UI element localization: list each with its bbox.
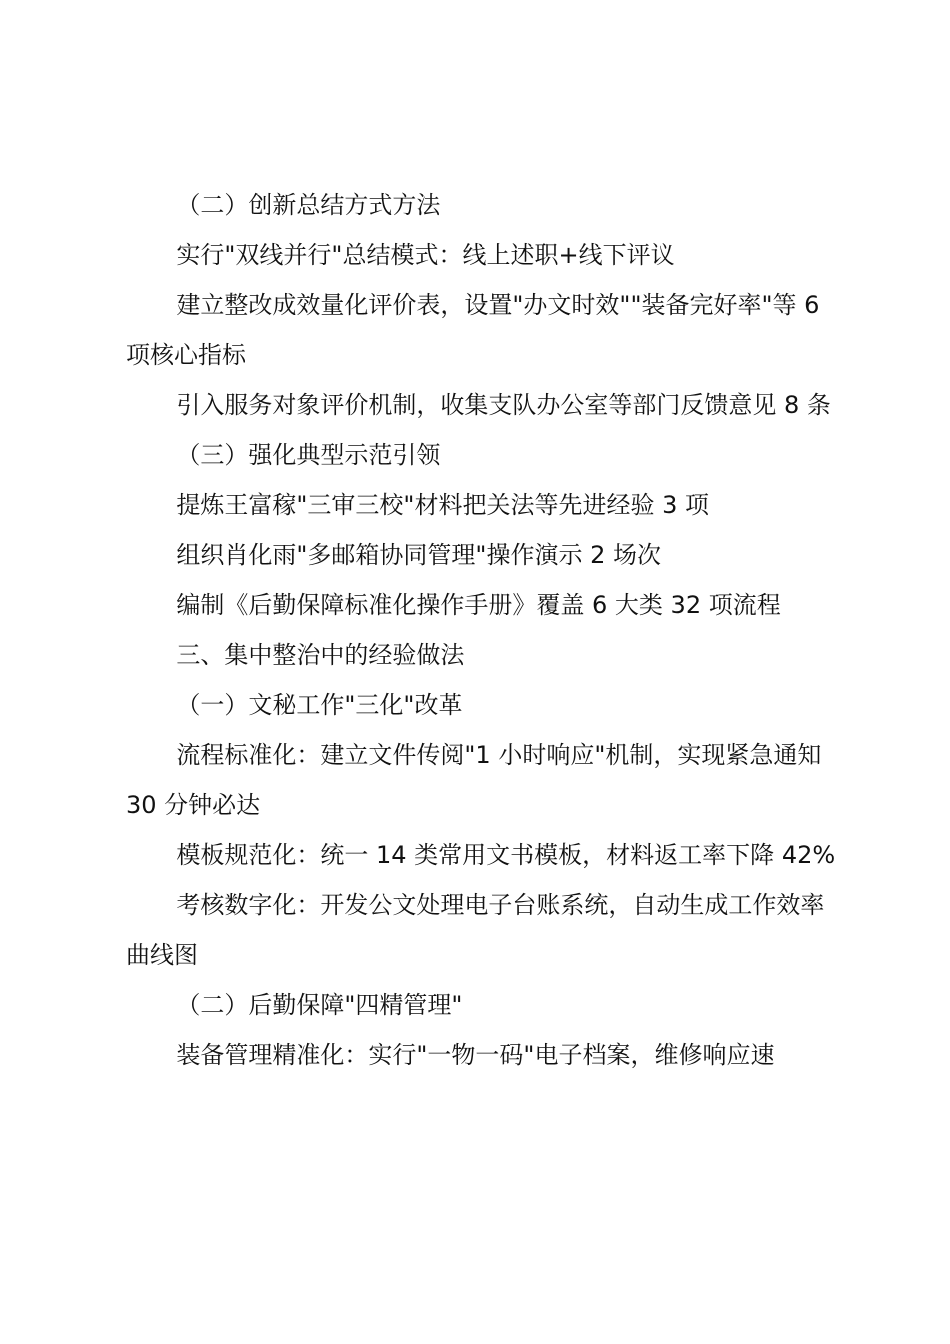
paragraph: 组织肖化雨"多邮箱协同管理"操作演示 2 场次 [176, 541, 661, 569]
section-heading: （一）文秘工作"三化"改革 [176, 691, 463, 719]
paragraph: 考核数字化：开发公文处理电子台账系统，自动生成工作效率曲线图 [126, 891, 825, 969]
paragraph: 提炼王富稼"三审三校"材料把关法等先进经验 3 项 [176, 491, 709, 519]
paragraph: 建立整改成效量化评价表，设置"办文时效""装备完好率"等 6 项核心指标 [126, 291, 820, 369]
paragraph: 流程标准化：建立文件传阅"1 小时响应"机制，实现紧急通知 30 分钟必达 [126, 741, 822, 819]
section-heading: （三）强化典型示范引领 [176, 441, 441, 469]
section-heading: （二）创新总结方式方法 [176, 191, 441, 219]
paragraph: 引入服务对象评价机制，收集支队办公室等部门反馈意见 8 条 [176, 391, 831, 419]
paragraph: 装备管理精准化：实行"一物一码"电子档案，维修响应速 [176, 1041, 775, 1069]
chapter-heading: 三、集中整治中的经验做法 [176, 641, 465, 669]
paragraph: 编制《后勤保障标准化操作手册》覆盖 6 大类 32 项流程 [176, 591, 781, 619]
document-body [126, 180, 836, 1080]
section-heading: （二）后勤保障"四精管理" [176, 991, 463, 1019]
paragraph: 实行"双线并行"总结模式：线上述职+线下评议 [176, 241, 675, 269]
paragraph: 模板规范化：统一 14 类常用文书模板，材料返工率下降 42% [176, 841, 836, 869]
